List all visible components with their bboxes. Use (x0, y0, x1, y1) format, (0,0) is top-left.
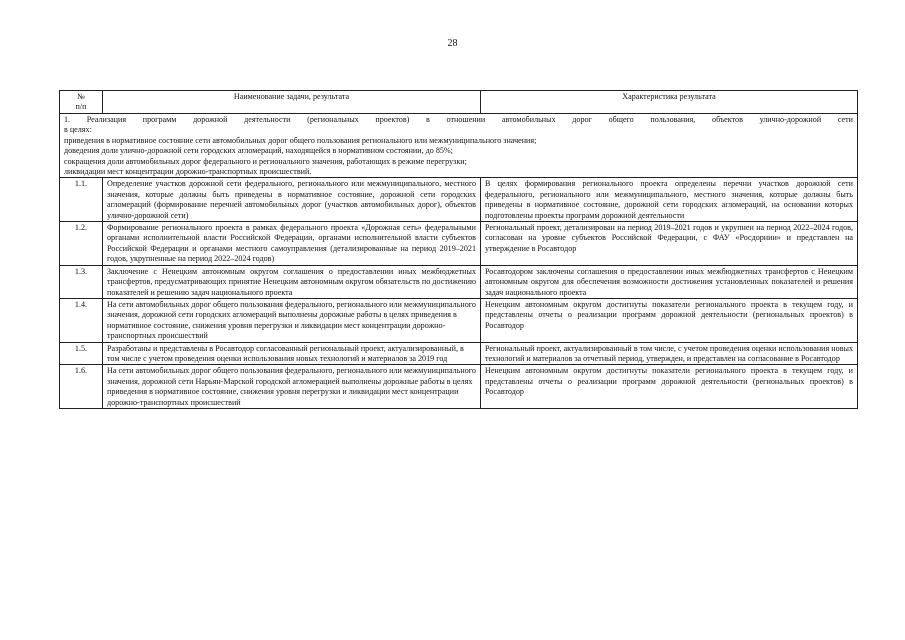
section-line: приведения в нормативное состояние сети автомобильных дорог общего пользования регионального или межмуниципального значения; (64, 135, 537, 145)
section-line: доведения доли улично-дорожной сети городских агломераций, находящейся в нормативном состоянии, до 85%; (64, 146, 453, 156)
row-number: 1.3. (60, 265, 103, 298)
table-row (60, 265, 858, 298)
row-task: Заключение с Ненецким автономным округом соглашения о предоставлении иных межбюджетных трансфертов, предусматривающих принятие Ненецким автономным округом обязательств по достижению показателей и решению задач национального проекта (103, 265, 481, 298)
table-header-row (60, 91, 858, 114)
tasks-table (59, 90, 858, 409)
row-number: 1.2. (60, 222, 103, 266)
row-task: Формирование регионального проекта в рамках федерального проекта «Дорожная сеть» федеральными органами исполнительной власти Российской Федерации, органами исполнительной власти субъектов Российской Федерации и органами местного самоуправления (детализированные на период 2019–2021 годов, укрупненные на период 2022–2024 годов) (103, 222, 481, 266)
table-row (60, 298, 858, 342)
row-task: Определение участков дорожной сети федерального, регионального или межмуниципального, местного значения, которые должны быть приведены в нормативное состояние, дорожной сети городских агломераций (формирование перечней автомобильных дорог (участков автомобильных дорог), объектов улично-дорожной сети) (103, 178, 481, 222)
row-number: 1.6. (60, 365, 103, 409)
row-task: На сети автомобильных дорог общего пользования федерального, регионального или межмуниципального значения, дорожной сети Нарьян-Марской городской агломерацией выполнены дорожные работы в целях приведения в нормативное состояние, снижения уровня перегрузки и ликвидации мест концентрации дорожно-транспортных происшествий (103, 365, 481, 409)
row-number: 1.4. (60, 298, 103, 342)
row-number: 1.5. (60, 342, 103, 365)
table-row (60, 178, 858, 222)
table-row (60, 222, 858, 266)
row-result: Росавтодором заключены соглашения о предоставлении иных межбюджетных трансфертов с Ненецким автономным округом для обеспечения возможности достижения установленных показателей и решения задач национального проекта (481, 265, 858, 298)
row-number: 1.1. (60, 178, 103, 222)
row-task: Разработаны и представлены в Росавтодор согласованный региональный проект, актуализированный, в том числе с учетом проведения оценки использования новых технологий и материалов за 2019 год (103, 342, 481, 365)
section-line: ликвидации мест концентрации дорожно-транспортных происшествий. (64, 167, 312, 177)
header-number (60, 91, 103, 114)
row-result: Региональный проект, актуализированный в том числе, с учетом проведения оценки использования новых технологий и материалов за отчетный период, утвержден, и представлен на согласование в Росавтодор (481, 342, 858, 365)
table-row (60, 365, 858, 409)
section-line: 1. Реализация программ дорожной деятельности (региональных проектов) в отношении автомобильных дорог общего пользования, объектов улично-дорожной сети (64, 115, 853, 124)
row-result: В целях формирования регионального проекта определены перечни участков дорожной сети федерального, регионального или межмуниципального, местного значения, которые должны быть приведены в нормативное состояние, дорожной сети городских агломераций, на основании которых подготовлены проекты программ дорожной деятельности (481, 178, 858, 222)
row-result: Ненецким автономным округом достигнуты показатели регионального проекта в текущем году, и представлены отчеты о реализации программ дорожной деятельности (региональных проектов) в Росавтодор (481, 365, 858, 409)
header-result: Характеристика результата (481, 91, 858, 114)
header-task: Наименование задачи, результата (103, 91, 481, 114)
section-line: в целях: (64, 125, 92, 135)
row-result: Ненецким автономным округом достигнуты показатели регионального проекта в текущем году, и представлены отчеты о реализации программ дорожной деятельности (региональных проектов) в Росавтодор (481, 298, 858, 342)
table-row (60, 342, 858, 365)
header-number-label: № п/п (75, 92, 87, 111)
section-line: сокращения доли автомобильных дорог федерального и регионального значения, работающих в режиме перегрузки; (64, 156, 467, 166)
section-description (60, 114, 858, 178)
page-number: 28 (447, 38, 458, 49)
section-row (60, 114, 858, 178)
row-task: На сети автомобильных дорог общего пользования федерального, регионального или межмуниципального значения, дорожной сети городских агломераций выполнены дорожные работы в целях приведения в нормативное состояние, снижения уровня перегрузки и ликвидации мест концентрации дорожно- транспортных происшествий (103, 298, 481, 342)
row-result: Региональный проект, детализирован на период 2019–2021 годов и укрупнен на период 2022–2024 годов, согласован на уровне субъектов Российской Федерации, с ФАУ «Росдорнии» и представлен на утверждение в Росавтодор (481, 222, 858, 266)
